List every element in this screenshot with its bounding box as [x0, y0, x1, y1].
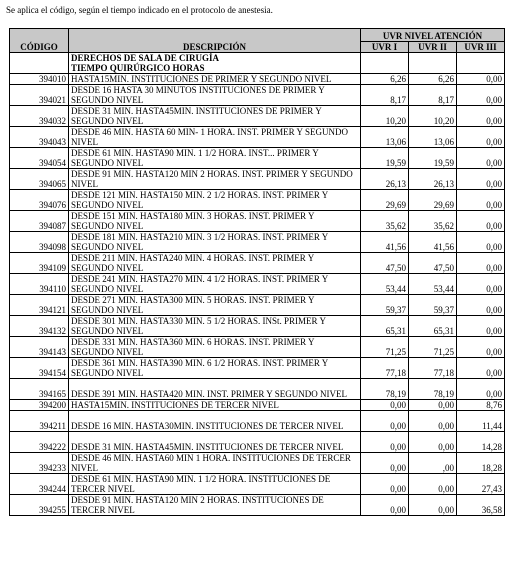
description-cell: HASTA15MIN. INSTITUCIONES DE PRIMER Y SEGUNDO NIVEL: [69, 74, 361, 85]
code-cell: 394021: [10, 85, 69, 106]
uvr1-cell: 0,00: [361, 432, 409, 453]
uvr3-cell: 0,00: [457, 358, 505, 379]
code-cell: 394200: [10, 400, 69, 411]
description-cell: DESDE 271 MIN. HASTA300 MIN. 5 HORAS. INST. PRIMER Y SEGUNDO NIVEL: [69, 295, 361, 316]
description-cell: DESDE 31 MIN. HASTA45MIN. INSTITUCIONES DE PRIMER Y SEGUNDO NIVEL: [69, 106, 361, 127]
description-cell: DESDE 91 MIN. HASTA120 MIN 2 HORAS. INST. PRIMER Y SEGUNDO NIVEL: [69, 169, 361, 190]
description-cell: DESDE 301 MIN. HASTA330 MIN. 5 1/2 HORAS. INSt. PRIMER Y SEGUNDO NIVEL: [69, 316, 361, 337]
uvr3-cell: 0,00: [457, 295, 505, 316]
table-row: [10, 253, 505, 274]
code-cell: 394121: [10, 295, 69, 316]
uvr3-cell: 0,00: [457, 74, 505, 85]
uvr3-cell: 27,43: [457, 474, 505, 495]
uvr1-cell: 26,13: [361, 169, 409, 190]
description-cell: HASTA15MIN. INSTITUCIONES DE TERCER NIVEL: [69, 400, 361, 411]
uvr3-cell: 0,00: [457, 85, 505, 106]
uvr1-cell: 0,00: [361, 495, 409, 516]
description-cell: DESDE 16 MIN. HASTA30MIN. INSTITUCIONES DE TERCER NIVEL: [69, 411, 361, 432]
code-cell: 394054: [10, 148, 69, 169]
table-row: [10, 379, 505, 400]
uvr2-cell: 0,00: [409, 411, 457, 432]
uvr3-cell: 0,00: [457, 169, 505, 190]
uvr1-cell: 13,06: [361, 127, 409, 148]
table-row: [10, 358, 505, 379]
uvr3-cell: 0,00: [457, 232, 505, 253]
uvr2-cell: 13,06: [409, 127, 457, 148]
uvr2-cell: 71,25: [409, 337, 457, 358]
uvr2-cell: 0,00: [409, 474, 457, 495]
intro-text: Se aplica el código, según el tiempo indicado en el protocolo de anestesia.: [6, 5, 273, 15]
uvr2-cell: 59,37: [409, 295, 457, 316]
code-cell: 394065: [10, 169, 69, 190]
code-cell: 394154: [10, 358, 69, 379]
uvr1-cell: 0,00: [361, 453, 409, 474]
description-cell: DESDE 61 MIN. HASTA90 MIN. 1 1/2 HORA. INST... PRIMER Y SEGUNDO NIVEL: [69, 148, 361, 169]
code-cell: 394043: [10, 127, 69, 148]
uvr2-cell: 6,26: [409, 74, 457, 85]
uvr2-cell: 78,19: [409, 379, 457, 400]
code-cell: 394222: [10, 432, 69, 453]
table-row: [10, 432, 505, 453]
uvr2-cell: 53,44: [409, 274, 457, 295]
uvr3-cell: 0,00: [457, 253, 505, 274]
table-row: [10, 85, 505, 106]
code-cell: 394098: [10, 232, 69, 253]
uvr1-cell: 78,19: [361, 379, 409, 400]
table-row: [10, 169, 505, 190]
uvr3-cell: 0,00: [457, 379, 505, 400]
uvr2-cell: 29,69: [409, 190, 457, 211]
code-cell: 394032: [10, 106, 69, 127]
table-row: [10, 337, 505, 358]
section-uvr3-cell: [457, 53, 505, 74]
code-cell: 394143: [10, 337, 69, 358]
uvr2-cell: 35,62: [409, 211, 457, 232]
uvr2-cell: ,00: [409, 453, 457, 474]
code-cell: 394132: [10, 316, 69, 337]
section-title-2: TIEMPO QUIRÚRGICO HORAS: [71, 63, 205, 73]
description-cell: DESDE 361 MIN. HASTA390 MIN. 6 1/2 HORAS. INST. PRIMER Y SEGUNDO NIVEL: [69, 358, 361, 379]
code-cell: 394110: [10, 274, 69, 295]
uvr3-cell: 8,76: [457, 400, 505, 411]
table-row: [10, 211, 505, 232]
description-cell: DESDE 331 MIN. HASTA360 MIN. 6 HORAS. INST. PRIMER Y SEGUNDO NIVEL: [69, 337, 361, 358]
header-uvr1: UVR I: [361, 42, 409, 53]
description-cell: DESDE 61 MIN. HASTA90 MIN. 1 1/2 HORA. INSTITUCIONES DE TERCER NIVEL: [69, 474, 361, 495]
description-cell: DESDE 241 MIN. HASTA270 MIN. 4 1/2 HORAS. INST. PRIMER Y SEGUNDO NIVEL: [69, 274, 361, 295]
uvr2-cell: 65,31: [409, 316, 457, 337]
description-cell: DESDE 151 MIN. HASTA180 MIN. 3 HORAS. INST. PRIMER Y SEGUNDO NIVEL: [69, 211, 361, 232]
description-cell: DESDE 46 MIN. HASTA60 MIN 1 HORA. INSTITUCIONES DE TERCER NIVEL: [69, 453, 361, 474]
section-title: [69, 53, 361, 74]
table-row: [10, 190, 505, 211]
table-row: [10, 453, 505, 474]
uvr3-cell: 0,00: [457, 274, 505, 295]
table-row: [10, 474, 505, 495]
uvr3-cell: 0,00: [457, 148, 505, 169]
uvr2-cell: 26,13: [409, 169, 457, 190]
section-title-1: DERECHOS DE SALA DE CIRUGÍA: [71, 53, 220, 63]
code-cell: 394233: [10, 453, 69, 474]
uvr3-cell: 0,00: [457, 190, 505, 211]
code-cell: 394244: [10, 474, 69, 495]
section-uvr1-cell: [361, 53, 409, 74]
uvr1-cell: 6,26: [361, 74, 409, 85]
description-cell: DESDE 391 MIN. HASTA420 MIN. INST. PRIMER Y SEGUNDO NIVEL: [69, 379, 361, 400]
table-row: [10, 148, 505, 169]
section-row: [10, 53, 505, 74]
uvr3-cell: 0,00: [457, 106, 505, 127]
uvr3-cell: 0,00: [457, 316, 505, 337]
table-row: [10, 316, 505, 337]
uvr3-cell: 0,00: [457, 211, 505, 232]
uvr-table: [9, 28, 505, 516]
uvr1-cell: 0,00: [361, 400, 409, 411]
uvr3-cell: 14,28: [457, 432, 505, 453]
uvr1-cell: 10,20: [361, 106, 409, 127]
description-cell: DESDE 16 HASTA 30 MINUTOS INSTITUCIONES DE PRIMER Y SEGUNDO NIVEL: [69, 85, 361, 106]
uvr3-cell: 11,44: [457, 411, 505, 432]
code-cell: 394109: [10, 253, 69, 274]
uvr1-cell: 59,37: [361, 295, 409, 316]
table-row: [10, 106, 505, 127]
uvr1-cell: 47,50: [361, 253, 409, 274]
header-codigo: CÓDIGO: [10, 29, 69, 53]
uvr1-cell: 65,31: [361, 316, 409, 337]
uvr3-cell: 18,28: [457, 453, 505, 474]
uvr1-cell: 0,00: [361, 474, 409, 495]
description-cell: DESDE 46 MIN. HASTA 60 MIN- 1 HORA. INST. PRIMER Y SEGUNDO NIVEL: [69, 127, 361, 148]
header-uvr2: UVR II: [409, 42, 457, 53]
table-row: [10, 495, 505, 516]
uvr2-cell: 8,17: [409, 85, 457, 106]
table-row: [10, 74, 505, 85]
header-uvr-group: UVR NIVEL ATENCIÓN: [361, 29, 505, 42]
header-row: [10, 29, 505, 42]
uvr2-cell: 41,56: [409, 232, 457, 253]
uvr1-cell: 35,62: [361, 211, 409, 232]
uvr3-cell: 36,58: [457, 495, 505, 516]
uvr2-cell: 19,59: [409, 148, 457, 169]
code-cell: 394076: [10, 190, 69, 211]
table-row: [10, 232, 505, 253]
table-row: [10, 411, 505, 432]
uvr1-cell: 41,56: [361, 232, 409, 253]
code-cell: 394255: [10, 495, 69, 516]
code-cell: 394211: [10, 411, 69, 432]
table-row: [10, 127, 505, 148]
description-cell: DESDE 91 MIN. HASTA120 MIN 2 HORAS. INSTITUCIONES DE TERCER NIVEL: [69, 495, 361, 516]
code-cell: 394087: [10, 211, 69, 232]
table-row: [10, 400, 505, 411]
uvr2-cell: 47,50: [409, 253, 457, 274]
uvr1-cell: 0,00: [361, 411, 409, 432]
uvr2-cell: 10,20: [409, 106, 457, 127]
uvr1-cell: 19,59: [361, 148, 409, 169]
section-uvr2-cell: [409, 53, 457, 74]
uvr2-cell: 77,18: [409, 358, 457, 379]
code-cell: 394165: [10, 379, 69, 400]
uvr1-cell: 71,25: [361, 337, 409, 358]
uvr3-cell: 0,00: [457, 337, 505, 358]
uvr2-cell: 0,00: [409, 432, 457, 453]
uvr2-cell: 0,00: [409, 400, 457, 411]
code-cell: 394010: [10, 74, 69, 85]
uvr2-cell: 0,00: [409, 495, 457, 516]
uvr1-cell: 29,69: [361, 190, 409, 211]
uvr3-cell: 0,00: [457, 127, 505, 148]
table-row: [10, 295, 505, 316]
description-cell: DESDE 181 MIN. HASTA210 MIN. 3 1/2 HORAS. INST. PRIMER Y SEGUNDO NIVEL: [69, 232, 361, 253]
header-descripcion: DESCRIPCIÓN: [69, 29, 361, 53]
uvr1-cell: 8,17: [361, 85, 409, 106]
uvr1-cell: 53,44: [361, 274, 409, 295]
section-code-cell: [10, 53, 69, 74]
table-row: [10, 274, 505, 295]
uvr1-cell: 77,18: [361, 358, 409, 379]
description-cell: DESDE 121 MIN. HASTA150 MIN. 2 1/2 HORAS. INST. PRIMER Y SEGUNDO NIVEL: [69, 190, 361, 211]
description-cell: DESDE 211 MIN. HASTA240 MIN. 4 HORAS. INST. PRIMER Y SEGUNDO NIVEL: [69, 253, 361, 274]
description-cell: DESDE 31 MIN. HASTA45MIN. INSTITUCIONES DE TERCER NIVEL: [69, 432, 361, 453]
header-uvr3: UVR III: [457, 42, 505, 53]
